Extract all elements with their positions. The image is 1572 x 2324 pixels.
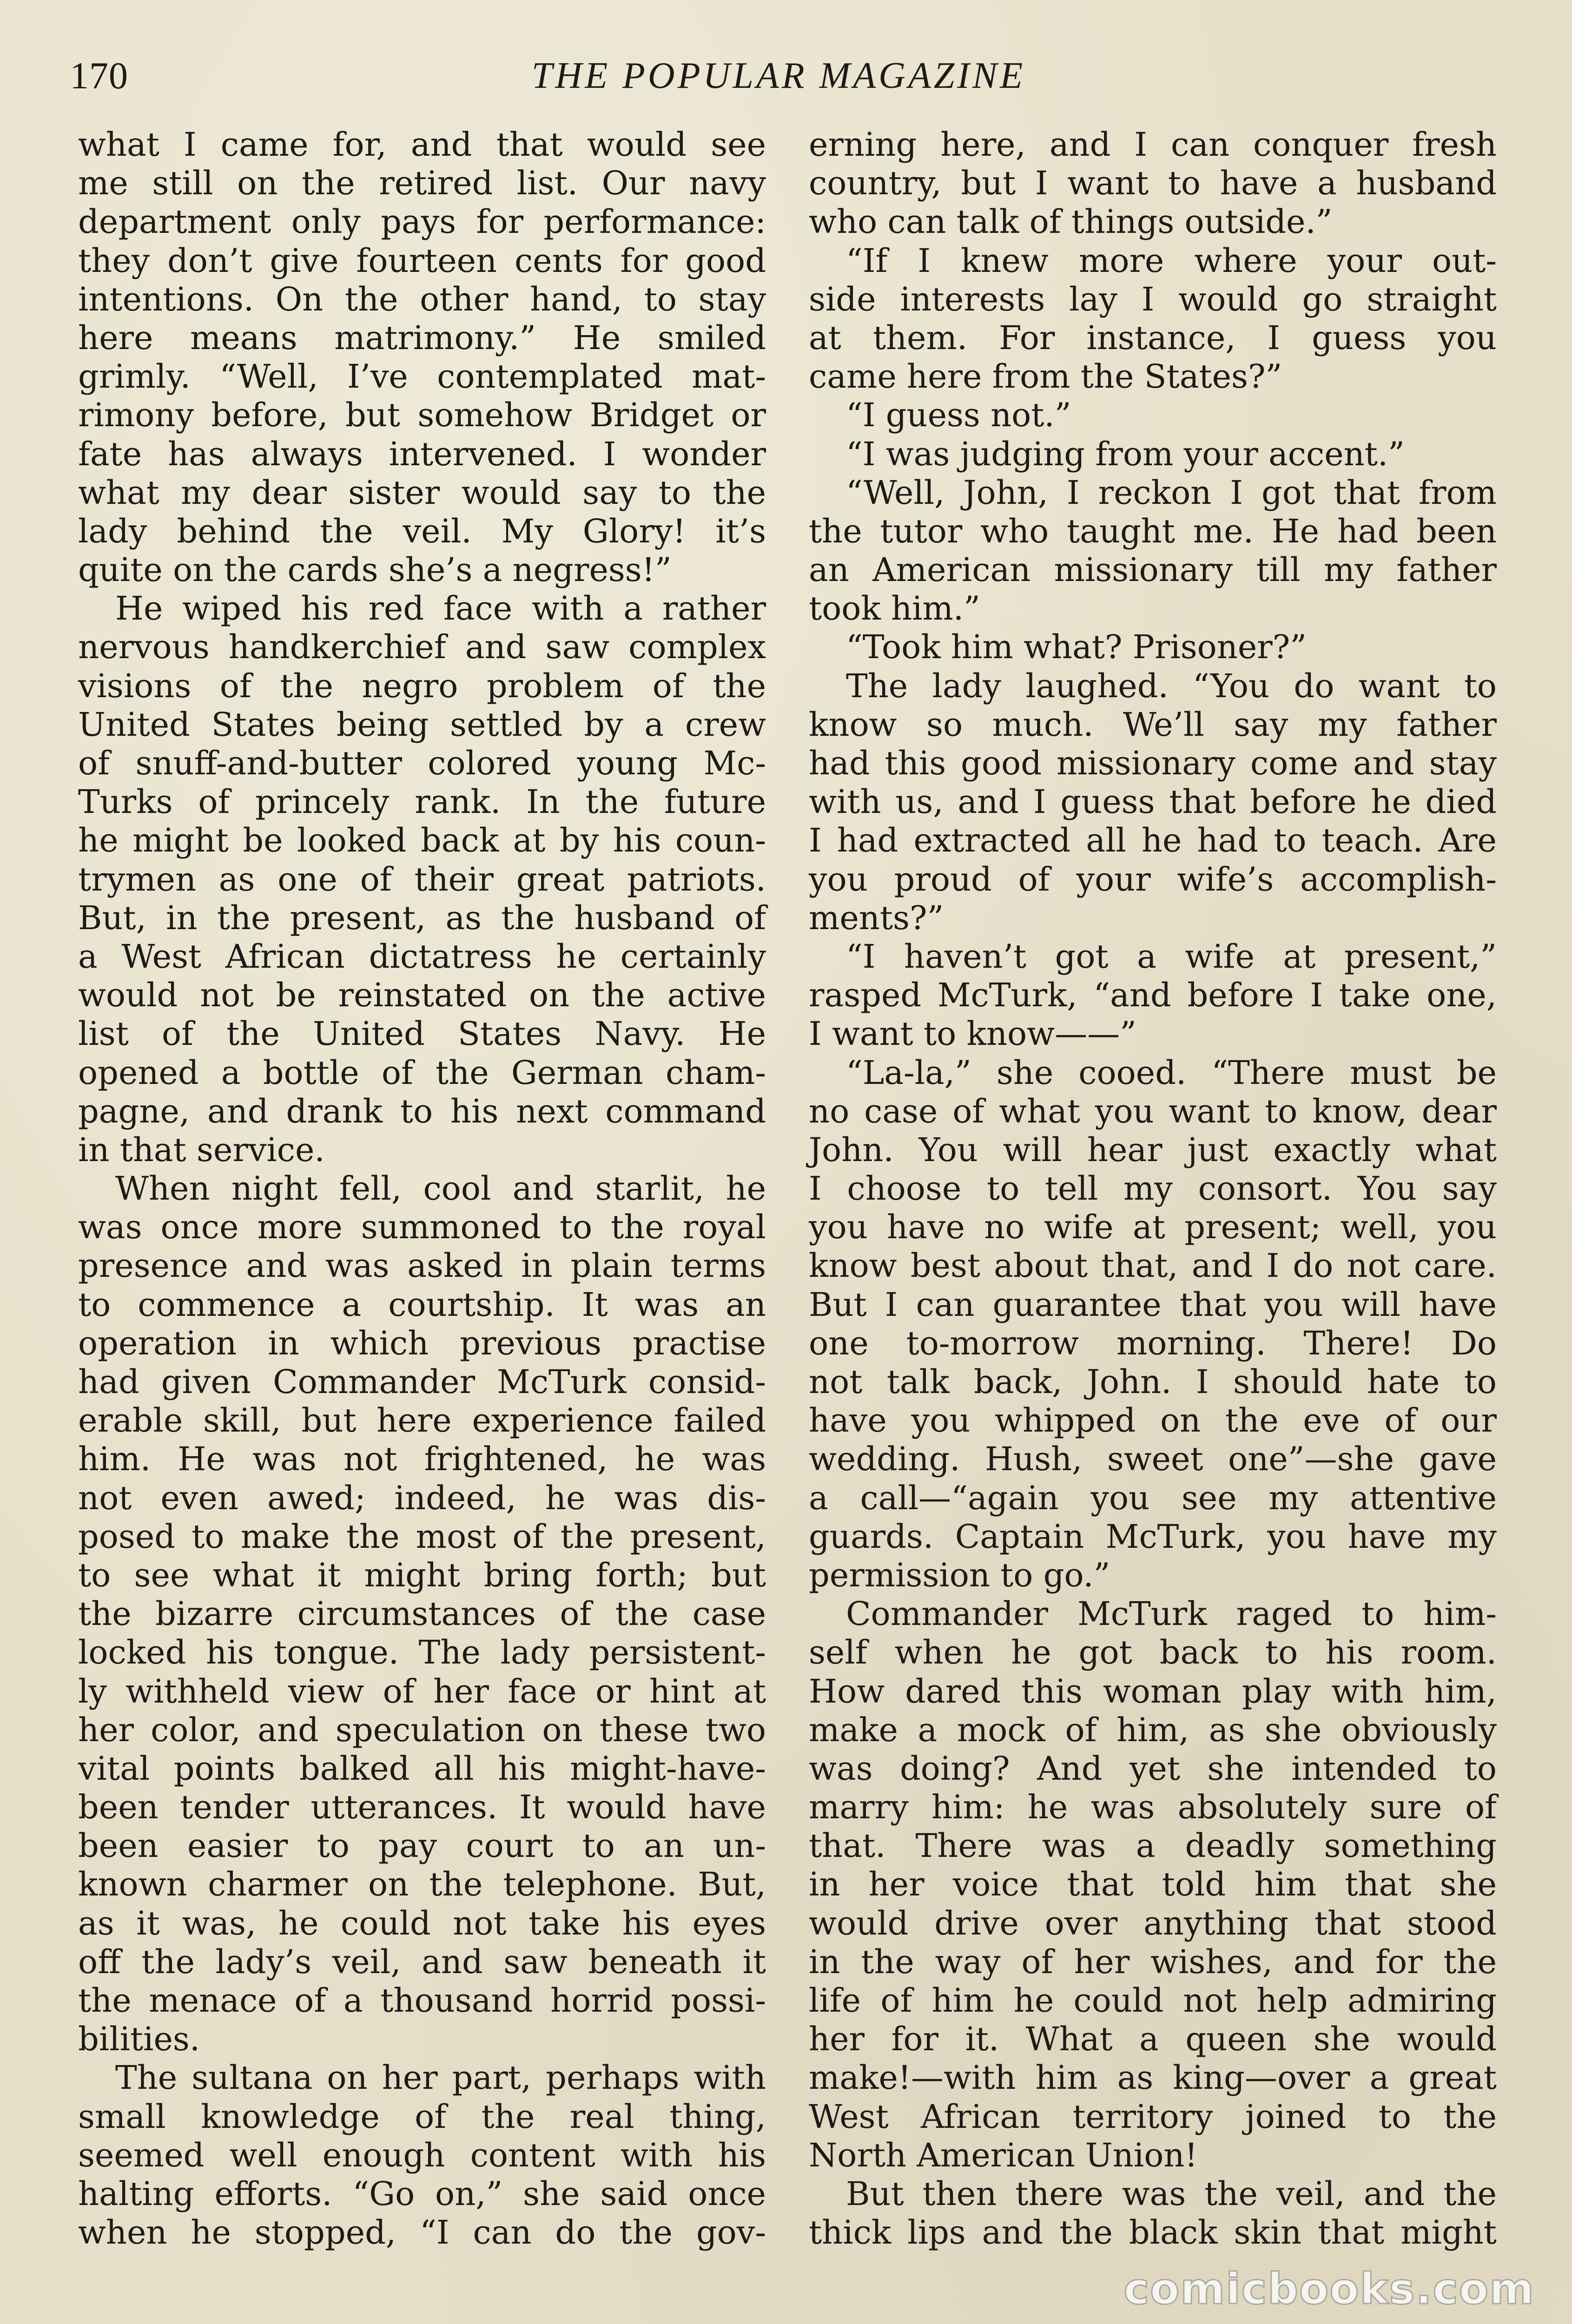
text-line: “Took him what? Prisoner?” bbox=[846, 628, 1307, 667]
watermark: comicbooks.com bbox=[1123, 2264, 1535, 2314]
text-line: that. There was a deadly something bbox=[809, 1827, 1497, 1865]
text-line: who can talk of things outside.” bbox=[809, 203, 1333, 241]
text-line: permission to go.” bbox=[809, 1556, 1110, 1594]
text-line: in her voice that told him that she bbox=[809, 1865, 1497, 1904]
text-line: to commence a courtship. It was an bbox=[78, 1285, 766, 1324]
text-line: her for it. What a queen she would bbox=[809, 2020, 1497, 2059]
text-line: “La-la,” she cooed. “There must be bbox=[846, 1053, 1497, 1092]
text-line: me still on the retired list. Our navy bbox=[78, 164, 766, 203]
text-line: halting efforts. “Go on,” she said once bbox=[78, 2174, 766, 2213]
text-line: guards. Captain McTurk, you have my bbox=[809, 1517, 1497, 1556]
text-line: at them. For instance, I guess you bbox=[809, 318, 1497, 357]
text-line: would drive over anything that stood bbox=[809, 1904, 1497, 1942]
text-line: nervous handkerchief and saw complex bbox=[78, 628, 766, 667]
text-line: But then there was the veil, and the bbox=[846, 2174, 1497, 2213]
text-line: a call—“again you see my attentive bbox=[809, 1479, 1497, 1517]
text-line: presence and was asked in plain terms bbox=[78, 1247, 766, 1285]
text-line: the menace of a thousand horrid possi- bbox=[78, 1981, 766, 2020]
text-line: know best about that, and I do not care. bbox=[809, 1247, 1497, 1285]
text-line: vital points balked all his might-have- bbox=[78, 1749, 766, 1788]
text-line: you have no wife at present; well, you bbox=[809, 1208, 1497, 1247]
text-line: grimly. “Well, I’ve contemplated mat- bbox=[78, 357, 766, 396]
text-line: erning here, and I can conquer fresh bbox=[809, 125, 1497, 164]
text-line: life of him he could not help admiring bbox=[809, 1981, 1497, 2020]
right-text-column bbox=[809, 125, 1497, 2252]
text-line: the bizarre circumstances of the case bbox=[78, 1595, 766, 1633]
text-line: wedding. Hush, sweet one”—she gave bbox=[809, 1440, 1497, 1479]
text-line: marry him: he was absolutely sure of bbox=[809, 1788, 1497, 1827]
text-line: list of the United States Navy. He bbox=[78, 1015, 766, 1053]
text-line: in the way of her wishes, and for the bbox=[809, 1942, 1497, 1981]
text-line: department only pays for performance: bbox=[78, 203, 766, 241]
text-line: when he stopped, “I can do the gov- bbox=[78, 2213, 766, 2252]
text-line: “Well, John, I reckon I got that from bbox=[846, 473, 1497, 512]
text-line: self when he got back to his room. bbox=[809, 1633, 1497, 1672]
text-line: took him.” bbox=[809, 589, 980, 628]
text-line: I had extracted all he had to teach. Are bbox=[809, 821, 1497, 860]
text-line: him. He was not frightened, he was bbox=[78, 1440, 766, 1479]
text-line: “I guess not.” bbox=[846, 396, 1071, 435]
text-line: United States being settled by a crew bbox=[78, 705, 766, 744]
text-line: thick lips and the black skin that might bbox=[809, 2213, 1497, 2252]
text-line: posed to make the most of the present, bbox=[78, 1517, 766, 1556]
text-line: know so much. We’ll say my father bbox=[809, 705, 1497, 744]
text-line: opened a bottle of the German cham- bbox=[78, 1053, 766, 1092]
text-line: had given Commander McTurk consid- bbox=[78, 1363, 766, 1401]
text-line: an American missionary till my father bbox=[809, 551, 1497, 589]
text-line: intentions. On the other hand, to stay bbox=[78, 280, 766, 318]
text-line: Commander McTurk raged to him- bbox=[846, 1595, 1497, 1633]
text-line: fate has always intervened. I wonder bbox=[78, 435, 766, 473]
text-line: not talk back, John. I should hate to bbox=[809, 1363, 1497, 1401]
text-line: bilities. bbox=[78, 2020, 200, 2059]
text-line: Turks of princely rank. In the future bbox=[78, 783, 766, 821]
text-line: ly withheld view of her face or hint at bbox=[78, 1672, 766, 1710]
page-header bbox=[70, 50, 1487, 101]
text-line: the tutor who taught me. He had been bbox=[809, 512, 1497, 550]
running-title: THE POPULAR MAGAZINE bbox=[531, 55, 1026, 96]
text-line: been tender utterances. It would have bbox=[78, 1788, 766, 1827]
text-line: they don’t give fourteen cents for good bbox=[78, 241, 766, 280]
text-line: West African territory joined to the bbox=[809, 2097, 1497, 2136]
text-line: had this good missionary come and stay bbox=[809, 744, 1497, 782]
text-line: been easier to pay court to an un- bbox=[78, 1827, 766, 1865]
text-line: The lady laughed. “You do want to bbox=[846, 667, 1497, 705]
text-line: ments?” bbox=[809, 898, 944, 937]
text-line: seemed well enough content with his bbox=[78, 2136, 766, 2174]
text-line: what I came for, and that would see bbox=[78, 125, 766, 164]
text-line: pagne, and drank to his next command bbox=[78, 1092, 766, 1130]
text-line: he might be looked back at by his coun- bbox=[78, 821, 766, 860]
text-line: I choose to tell my consort. You say bbox=[809, 1169, 1497, 1208]
text-line: When night fell, cool and starlit, he bbox=[115, 1169, 766, 1208]
text-line: make!—with him as king—over a great bbox=[809, 2059, 1497, 2097]
text-line: would not be reinstated on the active bbox=[78, 976, 766, 1015]
text-line: you proud of your wife’s accomplish- bbox=[809, 860, 1497, 898]
text-line: trymen as one of their great patriots. bbox=[78, 860, 766, 898]
text-line: as it was, he could not take his eyes bbox=[78, 1904, 766, 1942]
text-line: her color, and speculation on these two bbox=[78, 1710, 766, 1749]
page-number: 170 bbox=[70, 54, 128, 97]
text-line: to see what it might bring forth; but bbox=[78, 1556, 766, 1594]
text-line: rimony before, but somehow Bridget or bbox=[78, 396, 766, 435]
text-line: erable skill, but here experience failed bbox=[78, 1401, 766, 1440]
text-line: lady behind the veil. My Glory! it’s bbox=[78, 512, 766, 550]
left-text-column bbox=[78, 125, 766, 2252]
text-line: “I haven’t got a wife at present,” bbox=[846, 937, 1497, 976]
text-line: country, but I want to have a husband bbox=[809, 164, 1497, 203]
text-line: But, in the present, as the husband of bbox=[78, 898, 766, 937]
text-line: came here from the States?” bbox=[809, 357, 1282, 396]
text-line: known charmer on the telephone. But, bbox=[78, 1865, 766, 1904]
text-line: what my dear sister would say to the bbox=[78, 473, 766, 512]
text-line: off the lady’s veil, and saw beneath it bbox=[78, 1942, 766, 1981]
text-line: make a mock of him, as she obviously bbox=[809, 1710, 1497, 1749]
text-line: small knowledge of the real thing, bbox=[78, 2097, 766, 2136]
text-line: of snuff-and-butter colored young Mc- bbox=[78, 744, 766, 782]
text-line: no case of what you want to know, dear bbox=[809, 1092, 1497, 1130]
text-line: have you whipped on the eve of our bbox=[809, 1401, 1497, 1440]
text-line: was doing? And yet she intended to bbox=[809, 1749, 1497, 1788]
text-line: here means matrimony.” He smiled bbox=[78, 318, 766, 357]
text-line: side interests lay I would go straight bbox=[809, 280, 1497, 318]
text-line: in that service. bbox=[78, 1130, 325, 1169]
text-line: “I was judging from your accent.” bbox=[846, 435, 1405, 473]
text-line: rasped McTurk, “and before I take one, bbox=[809, 976, 1497, 1015]
text-line: one to-morrow morning. There! Do bbox=[809, 1324, 1497, 1362]
text-line: with us, and I guess that before he died bbox=[809, 783, 1497, 821]
text-line: visions of the negro problem of the bbox=[78, 667, 766, 705]
text-line: not even awed; indeed, he was dis- bbox=[78, 1479, 766, 1517]
text-line: “If I knew more where your out- bbox=[846, 241, 1497, 280]
text-line: locked his tongue. The lady persistent- bbox=[78, 1633, 766, 1672]
text-line: I want to know——” bbox=[809, 1015, 1136, 1053]
text-line: North American Union! bbox=[809, 2136, 1198, 2174]
text-line: He wiped his red face with a rather bbox=[115, 589, 766, 628]
text-line: How dared this woman play with him, bbox=[809, 1672, 1497, 1710]
text-line: operation in which previous practise bbox=[78, 1324, 766, 1362]
text-line: But I can guarantee that you will have bbox=[809, 1285, 1497, 1324]
text-line: The sultana on her part, perhaps with bbox=[115, 2059, 766, 2097]
text-line: quite on the cards she’s a negress!” bbox=[78, 551, 672, 589]
text-line: John. You will hear just exactly what bbox=[809, 1130, 1497, 1169]
text-line: was once more summoned to the royal bbox=[78, 1208, 766, 1247]
text-line: a West African dictatress he certainly bbox=[78, 937, 766, 976]
